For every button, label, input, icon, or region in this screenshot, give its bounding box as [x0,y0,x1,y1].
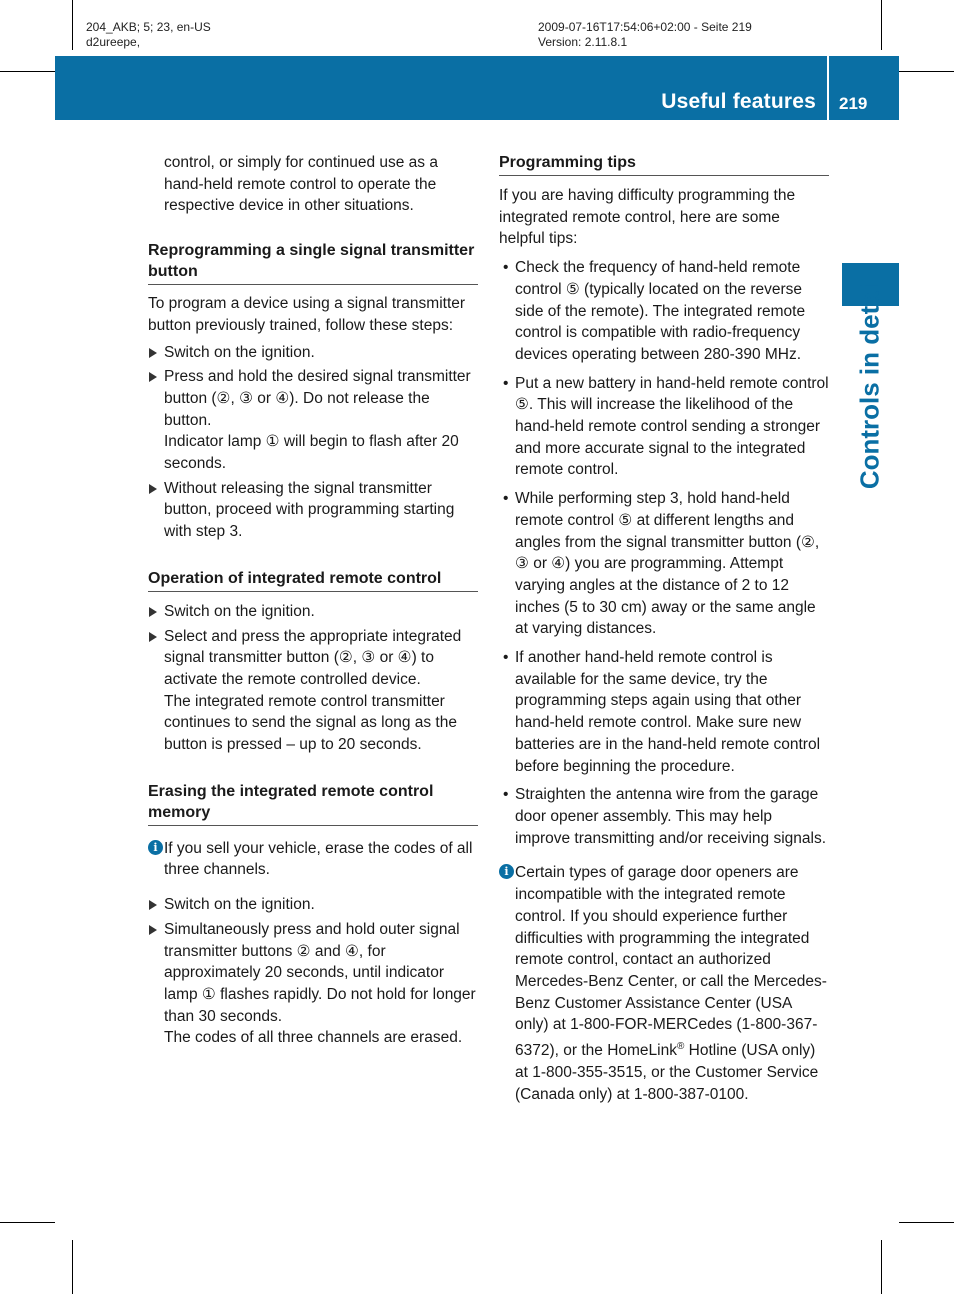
author: d2ureepe, [86,35,141,49]
version: Version: 2.11.8.1 [538,35,628,49]
step-arrow-icon [149,348,157,358]
step-item: Switch on the ignition. [148,894,478,916]
tips-intro: If you are having difficulty programming the integrated remote control, here are some helpful tips: [499,187,796,248]
intro-paragraph: control, or simply for continued use as a hand-held remote control to operate the respective device in other situations. [164,154,438,215]
step-item: Simultaneously press and hold outer signal transmitter buttons ② and ④, for approximately 20 seconds, until indicator lamp ① flashes rapidly. Do not hold for longer than 30 seconds. The codes of all three channels are erased. [148,919,478,1049]
step-item: Select and press the appropriate integrated signal transmitter button (②, ③ or ④) to activate the remote controlled device. The integrated remote control transmitter continues to send the signal as long as the button is pressed – up to 20 seconds. [148,626,478,756]
timestamp: 2009-07-16T17:54:06+02:00 - Seite 219 [538,20,752,34]
step-arrow-icon [149,372,157,382]
step-arrow-icon [149,632,157,642]
step-note: The codes of all three channels are erased. [164,1029,463,1047]
crop-mark [899,1222,954,1223]
step-item: Without releasing the signal transmitter button, proceed with programming starting with step 3. [148,478,478,543]
side-tab-label: Controls in detail [854,276,885,490]
step-item: Press and hold the desired signal transmitter button (②, ③ or ④). Do not release the button. Indicator lamp ① will begin to flash after 20 seconds. [148,366,478,475]
print-meta-right [538,20,752,50]
header-divider [827,56,829,120]
left-column [148,152,478,1049]
info-note: i Certain types of garage door openers are incompatible with the integrated remote control. If you should experience further difficulties with programming the integrated remote control, contact an authorized Mercedes-Benz Center, or call the Mercedes-Benz Customer Assistance Center (USA only) at 1-800-FOR-MERCedes (1-800-367-6372), or the HomeLink® Hotline (USA only) at 1-800-355-3515, or the Customer Service (Canada only) at 1-800-387-0100. [499,862,829,1105]
step-arrow-icon [149,925,157,935]
section-title: Useful features [661,90,816,113]
step-arrow-icon [149,900,157,910]
tip-item: • Straighten the antenna wire from the garage door opener assembly. This may help improve transmitting and/or receiving signals. [503,786,826,847]
doc-id: 204_AKB; 5; 23, en-US [86,20,211,34]
right-column [499,152,829,1105]
operation-heading: Operation of integrated remote control [148,568,478,592]
crop-mark [72,0,73,50]
crop-mark [881,0,882,50]
step-arrow-icon [149,484,157,494]
tip-item: • If another hand-held remote control is available for the same device, try the programming steps again using that other hand-held remote control. Make sure new batteries are in the hand-held remote control before beginning the procedure. [503,649,821,775]
tip-item: • While performing step 3, hold hand-held remote control ⑤ at different lengths and angles from the signal transmitter button (②, ③ or ④) you are programming. Attempt varying angles at the distance of 2 to 12 inches (5 to 30 cm) away or the same angle at varying distances. [503,490,820,638]
crop-mark [899,71,954,72]
erasing-heading: Erasing the integrated remote control memory [148,781,478,826]
bullet-dot: • [503,786,509,804]
page-number: 219 [839,94,868,113]
tip-item: • Put a new battery in hand-held remote control ⑤. This will increase the likelihood of the hand-held remote control sending a stronger and more accurate signal to the integrated remote control. [503,374,829,479]
step-item: Switch on the ignition. [148,342,478,364]
step-arrow-icon [149,607,157,617]
bullet-dot: • [503,490,509,508]
info-note: i If you sell your vehicle, erase the codes of all three channels. [148,838,478,881]
info-icon: i [148,840,163,855]
reprogramming-heading: Reprogramming a single signal transmitter button [148,240,478,285]
crop-mark [0,1222,55,1223]
crop-mark [0,71,55,72]
step-note: The integrated remote control transmitter continues to send the signal as long as the button is pressed – up to 20 seconds. [164,692,457,754]
tip-item: • Check the frequency of hand-held remote control ⑤ (typically located on the reverse side of the remote). The integrated remote control is compatible with radio-frequency devices operating between 280-390 MHz. [503,259,806,363]
step-note: Indicator lamp ① will begin to flash after 20 seconds. [164,433,459,473]
bullet-dot: • [503,259,509,277]
crop-mark [881,1240,882,1294]
info-icon: i [499,864,514,879]
bullet-dot: • [503,649,509,667]
crop-mark [72,1240,73,1294]
reprogramming-intro: To program a device using a signal transmitter button previously trained, follow these steps: [148,295,466,334]
tips-heading: Programming tips [499,152,829,176]
print-meta-left [86,20,211,50]
step-item: Switch on the ignition. [148,601,478,623]
bullet-dot: • [503,374,509,392]
